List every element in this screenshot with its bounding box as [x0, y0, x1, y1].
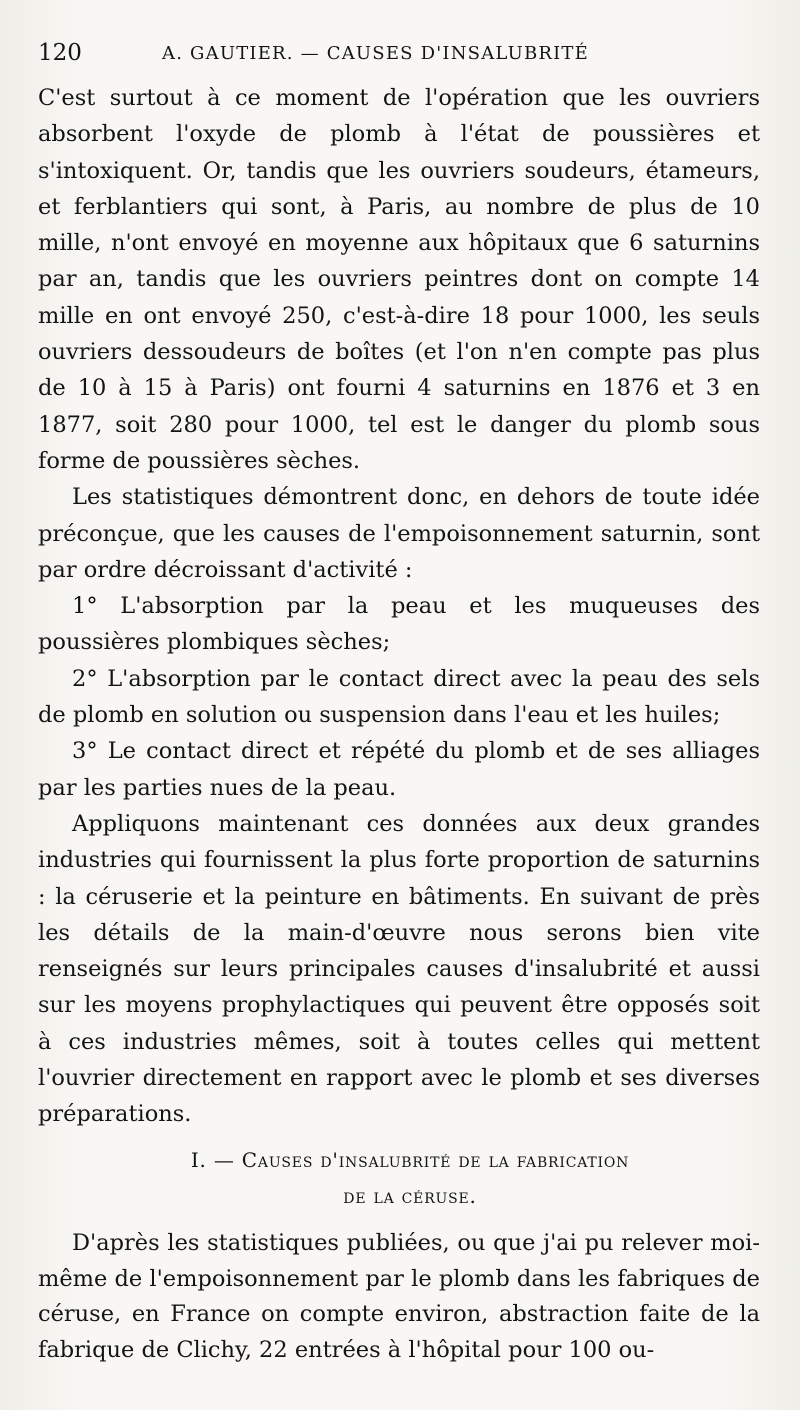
list-item-3: 3° Le contact direct et répété du plomb et de ses alliages par les parties nues de la peau. — [38, 738, 760, 801]
paragraph-opening: C'est surtout à ce moment de l'opération que les ouvriers absorbent l'oxyde de plomb à l'état de poussières et s'intoxiquent. Or, tandis que les ouvriers soudeurs, étameurs, et ferblantiers qui sont, à Paris, au nombre de plus de 10 mille, n'ont envoyé en moyenne aux hôpitaux que 6 saturnins par an, tandis que les ouvriers peintres dont on compte 14 mille en ont envoyé 250, c'est-à-dire 18 pour 1000, les seuls ouvriers dessoudeurs de boîtes (et l'on n'en compte pas plus de 10 à 15 à Paris) ont fourni 4 saturnins en 1876 et 3 en 1877, soit 280 pour 1000, tel est le danger du plomb sous forme de poussières sèches. — [38, 85, 760, 474]
running-head: A. GAUTIER. — CAUSES D'INSALUBRITÉ — [162, 43, 589, 64]
section-heading-line-2: de la céruse. — [343, 1184, 477, 1208]
section-heading-line-1: I. — Causes d'insalubrité de la fabrication — [190, 1148, 630, 1172]
paragraph-statistics: Les statistiques démontrent donc, en dehors de toute idée préconçue, que les causes de l'empoisonnement saturnin, sont par ordre décroissant d'activité : — [38, 484, 760, 583]
list-item-1: 1° L'absorption par la peau et les muqueuses des poussières plombiques sèches; — [38, 593, 760, 656]
page-header — [38, 40, 760, 76]
section-heading — [100, 1142, 720, 1214]
section-text — [38, 1226, 760, 1368]
paragraph-appliquons: Appliquons maintenant ces données aux deux grandes industries qui fournissent la plus forte proportion de saturnins : la céruserie et la peinture en bâtiments. En suivant de près les détails de la main-d'œuvre nous serons bien vite renseignés sur leurs principales causes d'insalubrité et aussi sur les moyens prophylactiques qui peuvent être opposés soit à ces industries mêmes, soit à toutes celles qui mettent l'ouvrier directement en rapport avec le plomb et ses diverses préparations. — [38, 810, 760, 1128]
page-number: 120 — [38, 40, 82, 66]
paragraph-section: D'après les statistiques publiées, ou que j'ai pu relever moi-même de l'empoisonnement par le plomb dans les fabriques de céruse, en France on compte environ, abstraction faite de la fabrique de Clichy, 22 entrées à l'hôpital pour 100 ou- — [38, 1230, 760, 1363]
main-text — [38, 80, 760, 1133]
list-item-2: 2° L'absorption par le contact direct avec la peau des sels de plomb en solution ou suspension dans l'eau et les huiles; — [38, 665, 760, 729]
